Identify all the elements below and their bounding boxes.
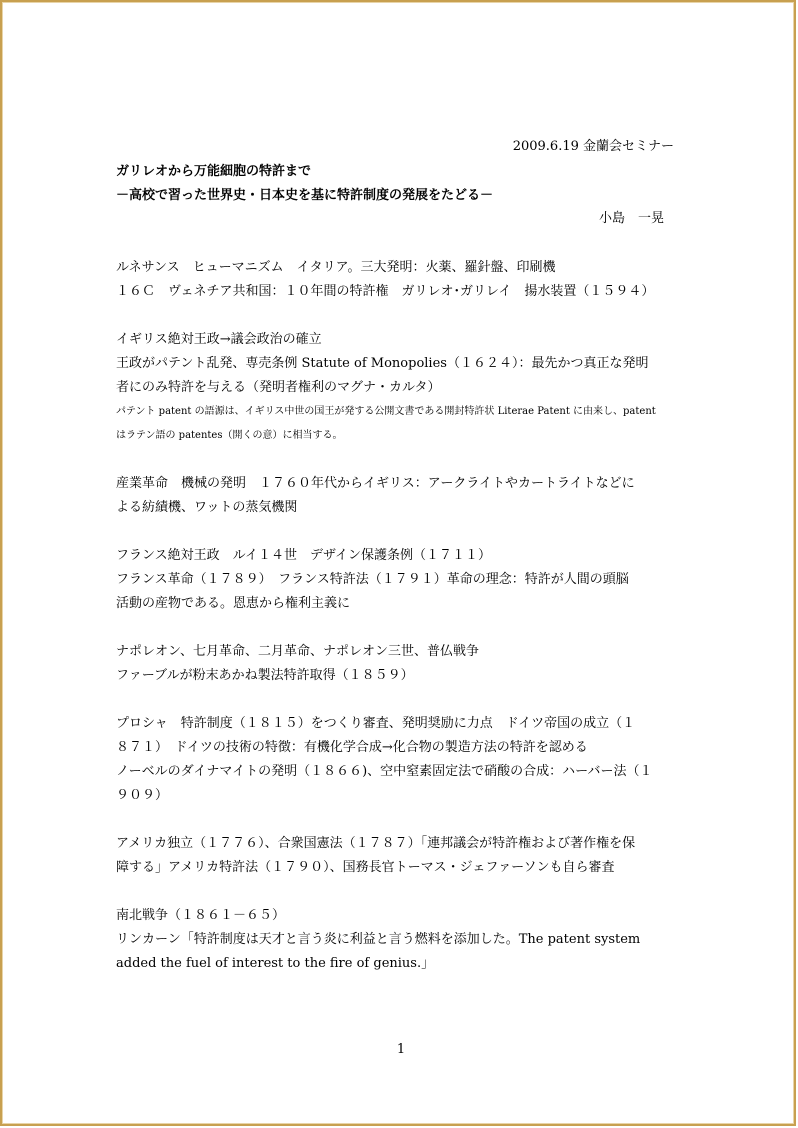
paragraph-line: フランス絶対王政 ルイ１４世 デザイン保護条例（１７１１） <box>116 548 492 563</box>
paragraph-line: １６Ｃ ヴェネチア共和国：１０年間の特許権 ガリレオ･ガリレイ 揚水装置（１５９４） <box>116 284 655 299</box>
paragraph-line: 産業革命 機械の発明 １７６０年代からイギリス：アークライトやカートライトなどに <box>116 476 635 491</box>
document-title: ガリレオから万能細胞の特許まで <box>116 164 312 179</box>
paragraph-line: ルネサンス ヒューマニズム イタリア。三大発明：火薬、羅針盤、印刷機 <box>116 260 556 275</box>
paragraph-line: 障する」アメリカ特許法（１７９０）、国務長官トーマス・ジェファーソンも自ら審査 <box>116 860 615 875</box>
paragraph-line: ノーベルのダイナマイトの発明（１８６６)、空中窒素固定法で硝酸の合成：ハーバー法（１ <box>116 764 653 779</box>
footnote-line: パテント patent の語源は、イギリス中世の国王が発する公開文書である開封特許状 Literae Patent に由来し、patent <box>116 406 656 417</box>
paragraph-line: 者にのみ特許を与える（発明者権利のマグナ・カルタ） <box>116 380 441 395</box>
paragraph-line: アメリカ独立（１７７６）、合衆国憲法（１７８７）「連邦議会が特許権および著作権を保 <box>116 836 636 851</box>
paragraph-line: ナポレオン、七月革命、二月革命、ナポレオン三世、普仏戦争 <box>116 644 479 659</box>
author-name: 小島 一晃 <box>598 211 664 226</box>
paragraph-line: 活動の産物である。恩恵から権利主義に <box>116 596 351 611</box>
document-subtitle: －高校で習った世界史・日本史を基に特許制度の発展をたどる－ <box>116 188 494 203</box>
paragraph-line: イギリス絶対王政→議会政治の確立 <box>116 332 322 347</box>
paragraph-line: 王政がパテント乱発、専売条例 Statute of Monopolies（１６２４）：最先かつ真正な発明 <box>116 356 649 371</box>
footnote-line: はラテン語の patentes（開くの意）に相当する。 <box>116 430 343 441</box>
page-number: 1 <box>396 1042 406 1057</box>
paragraph-line: フランス革命（１７８９） フランス特許法（１７９１）革命の理念：特許が人間の頭脳 <box>116 572 629 587</box>
paragraph-line: リンカーン「特許制度は天才と言う炎に利益と言う燃料を添加した。The patent system <box>116 932 641 947</box>
paragraph-line: よる紡績機、ワットの蒸気機関 <box>116 500 298 515</box>
paragraph-line: ８７１） ドイツの技術の特徴：有機化学合成→化合物の製造方法の特許を認める <box>116 740 588 755</box>
paragraph-line: added the fuel of interest to the fire of genius.」 <box>116 956 435 971</box>
paragraph-line: プロシャ 特許制度（１８１５）をつくり審査、発明奨励に力点 ドイツ帝国の成立（１ <box>116 716 636 731</box>
paragraph-line: 南北戦争（１８６１－６５） <box>116 908 286 923</box>
date-event: 2009.6.19 金蘭会セミナー <box>512 139 674 154</box>
paragraph-line: ９０９） <box>116 788 169 803</box>
paragraph-line: ファーブルが粉末あかね製法特許取得（１８５９） <box>116 668 414 683</box>
